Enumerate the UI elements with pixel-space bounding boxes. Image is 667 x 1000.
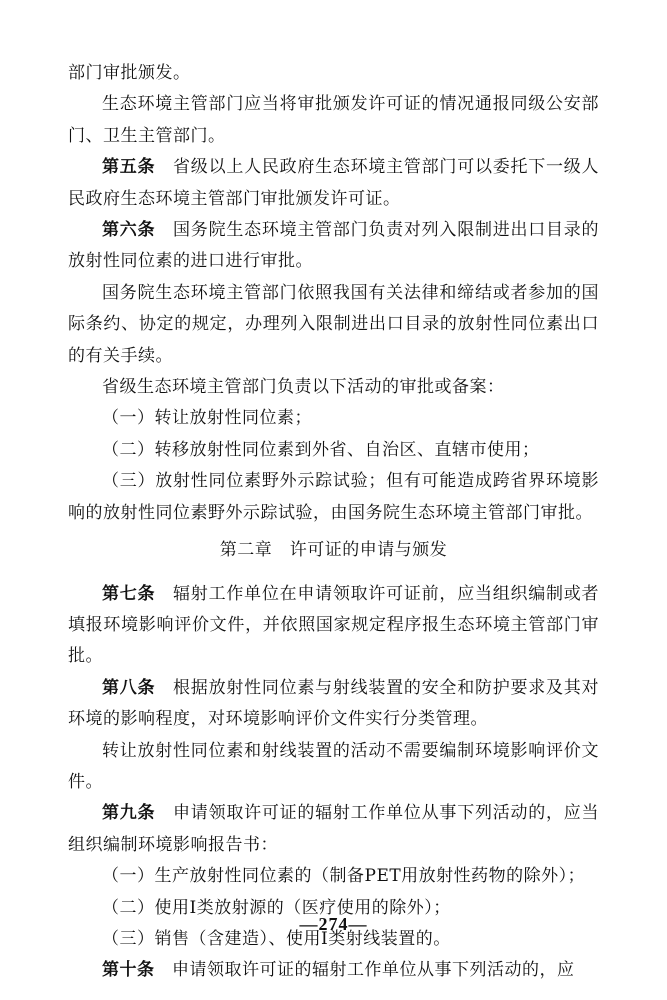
paragraph-text: 根据放射性同位素与射线装置的安全和防护要求及其对环境的影响程度，对环境影响评价文件实行分类管理。 (68, 677, 600, 730)
paragraph-text: （三）销售（含建造）、使用Ⅰ类射线装置的。 (102, 928, 451, 949)
paragraph-text: 申请领取许可证的辐射工作单位从事下列活动的，应 (172, 960, 575, 981)
text-section-top (68, 58, 599, 529)
paragraph (68, 435, 599, 466)
article-number: 第八条 (102, 677, 156, 698)
paragraph (68, 798, 599, 861)
chapter-title: 第二章 许可证的申请与颁发 (219, 540, 448, 561)
paragraph (68, 466, 599, 529)
paragraph-text: （二）使用Ⅰ类放射源的（医疗使用的除外）； (102, 897, 451, 918)
paragraph (68, 736, 599, 799)
paragraph (68, 89, 599, 152)
paragraph-text: 转让放射性同位素和射线装置的活动不需要编制环境影响评价文件。 (68, 740, 599, 792)
document-body (68, 58, 599, 987)
paragraph-text: 国务院生态环境主管部门依照我国有关法律和缔结或者参加的国际条约、协定的规定，办理列入限制进出口目录的放射性同位素出口的有关手续。 (68, 282, 599, 366)
paragraph-text: （二）转移放射性同位素到外省、自治区、直辖市使用； (102, 439, 540, 460)
paragraph (68, 215, 599, 278)
paragraph-text: 生态环境主管部门应当将审批颁发许可证的情况通报同级公安部门、卫生主管部门。 (68, 94, 599, 146)
article-number: 第九条 (102, 803, 156, 824)
article-number: 第六条 (102, 220, 156, 241)
paragraph-text: （三）放射性同位素野外示踪试验；但有可能造成跨省界环境影响的放射性同位素野外示踪试验，由国务院生态环境主管部门审批。 (68, 471, 599, 523)
paragraph-text: 辐射工作单位在申请领取许可证前，应当组织编制或者填报环境影响评价文件，并依照国家规定程序报生态环境主管部门审批。 (68, 583, 600, 667)
paragraph (68, 673, 599, 736)
paragraph (68, 58, 599, 89)
paragraph-text: （一）转让放射性同位素； (102, 408, 312, 429)
page-number: —274— (299, 914, 368, 934)
article-number: 第五条 (102, 157, 156, 178)
paragraph-text: （一）生产放射性同位素的（制备PET用放射性药物的除外）； (102, 866, 586, 887)
article-number: 第十条 (102, 960, 155, 981)
paragraph-text: 国务院生态环境主管部门负责对列入限制进出口目录的放射性同位素的进口进行审批。 (68, 220, 600, 272)
paragraph (68, 955, 599, 986)
article-number: 第七条 (102, 583, 156, 604)
paragraph (68, 372, 599, 403)
paragraph (68, 579, 599, 673)
paragraph (68, 403, 599, 434)
paragraph-text: 部门审批颁发。 (68, 63, 191, 83)
paragraph-text: 省级生态环境主管部门负责以下活动的审批或备案： (102, 377, 505, 398)
paragraph (68, 861, 599, 892)
paragraph (68, 278, 599, 372)
paragraph-text: 申请领取许可证的辐射工作单位从事下列活动的，应当组织编制环境影响报告书： (68, 803, 600, 855)
paragraph (68, 152, 599, 215)
paragraph-text: 省级以上人民政府生态环境主管部门可以委托下一级人民政府生态环境主管部门审批颁发许可证。 (68, 157, 600, 209)
